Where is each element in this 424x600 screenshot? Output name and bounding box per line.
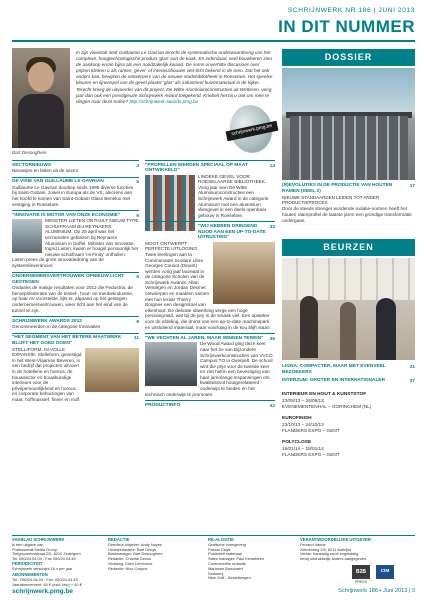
footer-line: Drukkerij <box>208 570 224 576</box>
footer-line: Pascal Clays <box>208 546 231 552</box>
toc-item-text: Ondanks de matige resultaten voor 2012 die Fedustria, de beroepsfederatie van de textiel-, hout- en meubelindustrie, op haar AV voorstelde, lijkt er, afgaand op het gestegen ondernemersvertrouwen, weer licht aan het eind van de tunnel te zijn. <box>12 285 134 313</box>
toc-thumbnail <box>12 219 42 253</box>
toc-column-middle <box>145 160 275 411</box>
toc-item-title: "HET SEGMENT VAN HET BETERE MAATWERK BLIJFT HET GOED DOEN" <box>12 335 122 347</box>
beurzen-item-title: INTERZUM: GROTER EN INTERNATIONALER <box>282 378 386 383</box>
toc-item-page: 42 <box>269 402 275 408</box>
footer-website-link[interactable]: schrijnwerk.pmg.be <box>12 588 74 595</box>
editorial-text: In zijn visiestuk stelt Guillaume Le Gavrian terecht de systematische onderwaardering van het complexe, hoogtechnologische product 'glas' aan de kaak. En inderdaad, veel bouwheren zien de aankoop ervan bijna als een noodzakelijk kwaad. De soms onverhitte discussies over prijzen klinken u als ramen, gevel- of interieurbouwer wel-licht bekend in de oren. Dat het ook anders kan, bewijzen de ontwerpers van de nieuwe stadsbibliotheek in Roeselare. Het speelse kleuren en lijnenspel van de gevel plaatst 'glas' als industrieel huizemateriaal in de kijker. Terecht kreeg de uitvoerder van dit project, De Witte Aluminiumconstructies uit Wetteren, vorig jaar dan ook een prestigieuze Schrijnwerk Award toegekend. Kriebelt het bij u ook om mee te dingen naar deze trofee? <box>76 50 273 104</box>
footer-heading: RE-ALISATIE <box>208 537 234 542</box>
toc-item-page: 6 <box>136 274 139 280</box>
toc-item-page: 4 <box>136 162 139 168</box>
event-entry <box>282 416 415 433</box>
footer-line: Versie: franstalig en/of engelstalig, <box>300 551 360 557</box>
toc-item-title: "WIJ HEBBEN DRINGEND NOOD AAN EEN UP-TO-DATE UITRUSTING" <box>198 223 266 241</box>
event-place: FLANDERS EXPO – GENT <box>282 427 340 433</box>
toc-item[interactable] <box>145 221 275 330</box>
event-date: 23/09/13 – 26/09/13 <box>282 397 324 403</box>
event-place: FLANDERS EXPO – GENT <box>282 451 340 457</box>
toc-item[interactable] <box>12 316 139 330</box>
toc-thumbnail <box>213 242 275 304</box>
toc-item[interactable] <box>12 333 139 403</box>
toc-item-text: MINISTER LIETEN ONTHULT NIEUW TYPE SCHUIFRAAM BIJ REYNAERS ALUMINIUM. Op 29 april was het verzamelen geblazen bij Reynaers Aluminium in Duffel. Minister van Innovatie, Ingrid Lieten, kwam er hoogst persoonlijk het nieuwe schuifraam 'Hi-Finity' onthullen. Lieten prees de grote innovatiedrang van de systeemleverancier. <box>12 218 139 268</box>
footer-line: Marianne Bouckaert <box>208 565 243 571</box>
photo-caption: Bart Desoughere <box>12 150 47 155</box>
toc-item-page: 35 <box>269 335 275 341</box>
toc-item[interactable] <box>12 177 139 207</box>
event-place: EVENEMENTENHAL – GORINCHEM (NL) <box>282 403 372 409</box>
awards-link[interactable]: http://schrijnwerk-awards.pmg.be <box>129 98 199 104</box>
event-name: POLYCLOSE <box>282 440 312 445</box>
editorial-intro <box>76 50 273 105</box>
toc-item-page: 5 <box>136 179 139 185</box>
toc-item-page: 9 <box>136 318 139 324</box>
beurzen-item-title: LIGNA: COMPACTER, MAAR MET EVENVEEL BEZOEKERS <box>282 364 386 375</box>
toc-item-text: Nieuwtjes en feiten uit de sector <box>12 168 79 174</box>
toc-item[interactable] <box>145 400 275 408</box>
footer-column <box>208 538 288 581</box>
beurzen-item[interactable] <box>282 378 415 384</box>
toc-item[interactable] <box>145 333 275 397</box>
toc-thumbnail <box>145 342 197 386</box>
issue-meta: SCHRIJNWERK NR.186 | JUNI 2013 <box>287 7 415 14</box>
footer-column <box>12 573 92 587</box>
footer-line: Jaarabonnement: 85 € (excl. btw) + 40 € <box>12 581 82 587</box>
toc-item-page: 33 <box>269 223 275 229</box>
editor-photo <box>12 48 70 148</box>
beurzen-heading: BEURZEN <box>282 239 415 256</box>
toc-item-text: LINDEKE GEVEL VOOR ROESELAARSE BIBLIOTHEEK. Vorig jaar won De Witte Aluminiumconstructies een Schrijnwerk Award in de categorie Aluminium met een aluminium vliesgevel in een deels openbaar gebouw in Roeselare. <box>198 173 269 218</box>
dossier-photo <box>282 68 415 180</box>
footer-line: Tiefgrouwensstraat 2/5, 8210 Zedelgem <box>12 551 81 557</box>
footer-line: Redactie: Chantal Devos <box>108 556 152 562</box>
toc-item-page: 14 <box>269 162 275 168</box>
dossier-item[interactable] <box>282 183 415 224</box>
toc-item-title: PRODUCTINFO <box>145 402 181 408</box>
footer-line: Ferrand Vanne <box>300 541 326 547</box>
toc-item[interactable] <box>145 160 275 218</box>
event-entry <box>282 440 415 457</box>
footer-line: New Goff - Destelbergen <box>208 575 251 581</box>
footer-column <box>300 538 415 562</box>
b2b-press-logo: B2B <box>352 565 370 579</box>
dossier-item-text: Door de steeds strenger wordende isolatie-normen heeft het houten raamprofiel de laatste jaren een grondige transformatie ondergaan. <box>282 206 412 223</box>
toc-item-title: DE VISIE VAN GUILLAUME LE GAVRIAN <box>12 179 104 185</box>
event-date: 16/01/14 – 18/01/14 <box>282 445 324 451</box>
toc-item-text: De Wood Award ging deze keer naar het 2e van Bijzondere Schrijnwerkconstructies van VVCO Campus TO in Overpelt. De school wint die prijs voor de tweede keer en ziet hierin een bevestiging van haar jarenlange inspanningen om kwaliteitsvol houtgerelateerd onderwijs te bieden en het technisch onderwijs te promoten. <box>145 341 273 397</box>
beurzen-photo <box>282 258 415 360</box>
toc-item-text: STELLIFORM, IN VOLLE EXPANSIE. Stelleform, gevestigd in het West-Vlaamse Beveren, is een bedrijf dat projecten uitvoert in de hotellerie en horeca, de bouwsector en bouwkundige interieurs voor de privépersoonlijkheid en horeca, en corporate behuizingen van maat, hoffmassief, fineer en mdf. <box>12 346 82 402</box>
footer-page-number: Schrijnwerk 186 ▪ Juni 2013 | 3 <box>338 588 415 594</box>
footer-divider <box>12 535 415 536</box>
event-entry <box>282 392 415 409</box>
toc-item-title: SECTORNIEUWS <box>12 162 52 168</box>
beurzen-item-page: 27 <box>409 378 415 383</box>
footer-line: Directeur-uitgever: Andy Noyez <box>108 541 162 547</box>
toc-column-left <box>12 160 139 406</box>
footer-column <box>108 538 198 572</box>
toc-item[interactable] <box>12 272 139 314</box>
event-date: 23/10/13 – 24/10/13 <box>282 421 324 427</box>
dossier-item-page: 17 <box>409 183 415 188</box>
footer-line: Tel.: 050/24.04.04 - Fax: 050/24.04.45 <box>12 576 78 582</box>
footer-line: Publiciteit materiaal <box>208 551 242 557</box>
toc-item-page: 11 <box>134 335 139 341</box>
header-divider <box>12 40 415 42</box>
footer-line: Professional Media Group <box>12 546 57 552</box>
toc-item-title: SCHRIJNWERK AWARDS 2012 <box>12 318 82 324</box>
footer-heading: ABONNEMENTEN <box>12 572 48 577</box>
toc-item-title: ONDERNEMERSVERTROUWEN OPNIEUW LICHT GESTEGEN <box>12 274 125 285</box>
footer-heading: REDACTIE <box>108 537 130 542</box>
footer-line: Vertaling: Ellen Lerrevene <box>108 560 153 566</box>
beurzen-item-page: 21 <box>409 364 415 369</box>
footer-line: Redactie: Nico Cosyns <box>108 565 148 571</box>
footer-line: Sales manager: Paul Kersebeen <box>208 556 265 562</box>
footer-line: Zelmerweg 2/5, 8211 Aartrijke <box>300 546 352 552</box>
dossier-item-sub: NIEUWE STANDAARDEN LEIDEN TOT ANDER PRODUCTIEPROCES <box>282 194 380 206</box>
toc-item-text: Genomineerden in de categorie Innovaties <box>12 324 101 330</box>
event-name: INTERIEUR EN HOUT & KUNSTSTOF <box>282 392 367 397</box>
page-title: IN DIT NUMMER <box>278 17 415 36</box>
footer-line: tenzij uitdrukkelijk anders aangegeven. <box>300 556 368 562</box>
b2b-press-logo-label: PRESS <box>354 580 368 584</box>
footer-line: Grafische vormgeving <box>208 541 246 547</box>
toc-item[interactable] <box>12 160 139 174</box>
footer-line: Bladmanager: Bart Desoughere <box>108 551 163 557</box>
footer-line: Commerciële redactie <box>208 560 246 566</box>
footer-heading: VERANTWOORDELIJKE UITGEVER <box>300 537 371 542</box>
footer-heading: VAKBLAD SCHRIJNWERK <box>12 537 65 542</box>
toc-item-text: MOOT ONTWERPT PERFECTE UITLOGING. Twee leerlingen aan la Communauté Scolaire Libre Georges Cousot (Dinant) werden vorig jaar laureaat in de categorie Scholen van de Schrijnwerk Awards. Allan Verstegen en Jordan Desmet ontwierpen en maakten samen met hun leraar Thierry Borgnier een designstoel van eikenhout. De delicate uitwerking verge een hoge precisiegraad, wat bij de jury in de smaak viel. Een opsteker voor de afdeling, die dromt van een up-to-date machinepark en uitsluitend materiaal, maar voorlopig in de kou blijft staan. <box>145 240 271 330</box>
event-name: EUROFINISH <box>282 416 312 421</box>
toc-item[interactable] <box>12 210 139 268</box>
dossier-heading: DOSSIER <box>282 49 415 66</box>
toc-item-page: 6 <box>136 212 139 218</box>
footer-line: Tel. 050/24.04.04 - Fax 050/24.04.45 <box>12 556 76 562</box>
footer-column <box>12 538 92 572</box>
beurzen-item[interactable] <box>282 364 415 376</box>
cim-logo: CIM <box>376 565 394 579</box>
toc-item-title: "WE VECHTEN AL JAREN, MAAR WINNEN TEREIN" <box>145 335 264 341</box>
toc-thumbnail <box>85 348 139 392</box>
dossier-item-title: (R)EVOLUTIES IN DE PRODUCTIE VAN HOUTEN RAMEN (DEEL 2) <box>282 183 393 194</box>
footer-line: Schrijnwerk verschijnt 10 x per jaar <box>12 565 73 571</box>
footer-heading: PERIODICITEIT <box>12 560 43 566</box>
toc-item-title: "PROPELLEN WERDEN SPECIAAL OP MAAT ONTWIKKELD" <box>145 162 248 174</box>
toc-item-text: Guillaume Le Gavrian doorliep sinds 1995 diverse functies bij Saint-Gobain, zowel in Europa als de VS, alvorens aan het hoofd te komen van Saint-Gobain Glass Benelux met vestiging in Roeselare. <box>12 184 134 207</box>
footer-line: Hoofdredacteur: Bart Denys <box>108 546 157 552</box>
footer-line: is een uitgave van <box>12 541 44 547</box>
magazine-label: schrijnwerk.pmg.be <box>226 121 279 142</box>
toc-item-title: "INNOVATIE IS MOTOR VAN ONZE ECONOMIE" <box>12 212 121 218</box>
